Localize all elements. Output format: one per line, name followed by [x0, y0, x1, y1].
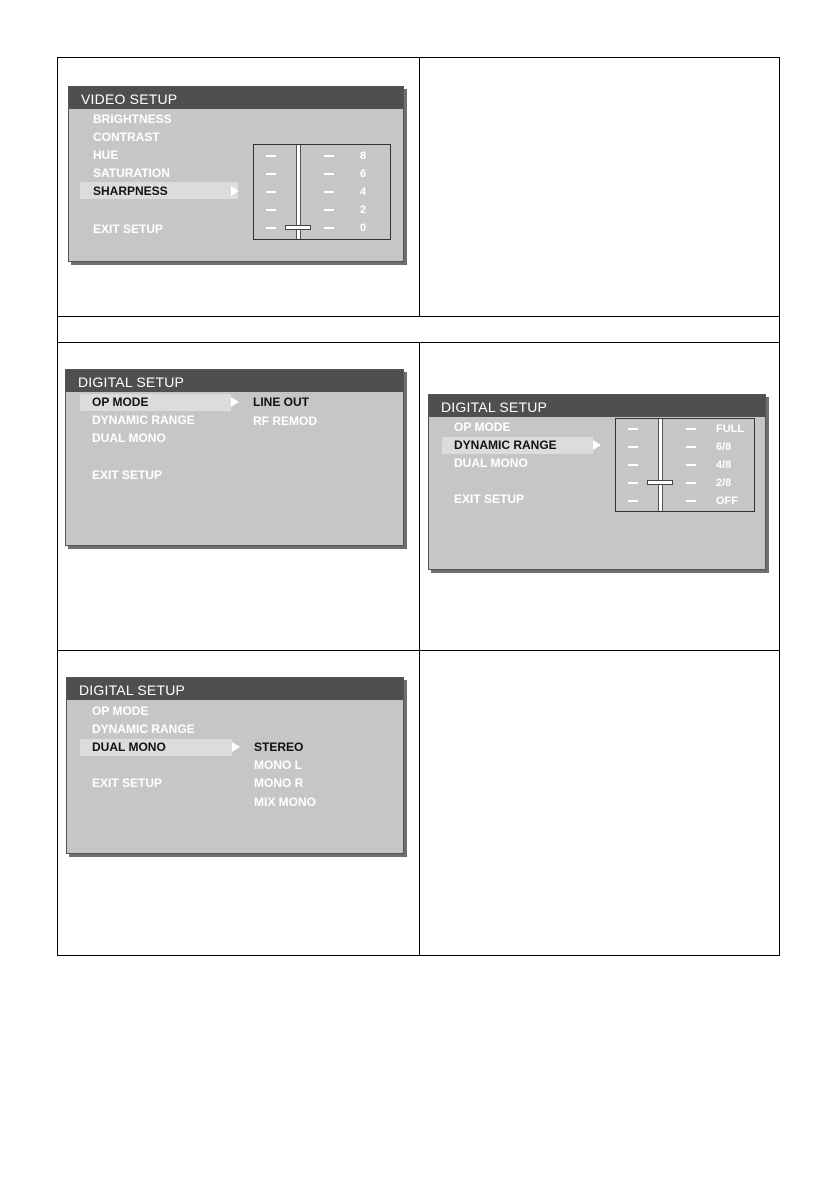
level-label: 4 — [360, 186, 367, 198]
option-stereo[interactable]: STEREO — [254, 740, 304, 754]
tick-mark — [686, 428, 696, 430]
menu-item-dual-mono[interactable]: DUAL MONO — [92, 740, 166, 754]
row-divider — [58, 316, 779, 317]
menu-item-saturation[interactable]: SATURATION — [93, 166, 170, 180]
level-label: 2 — [360, 204, 367, 216]
tick-mark — [324, 173, 334, 175]
tick-mark — [266, 227, 276, 229]
level-label: FULL — [716, 423, 745, 435]
level-label: OFF — [716, 495, 738, 507]
menu-item-dual-mono[interactable]: DUAL MONO — [92, 431, 166, 445]
slider-knob[interactable] — [285, 225, 311, 230]
video-setup-menu — [68, 86, 404, 262]
column-divider — [419, 58, 420, 316]
exit-setup-label[interactable]: EXIT SETUP — [93, 222, 164, 236]
menu-item-dynamic-range[interactable]: DYNAMIC RANGE — [92, 413, 195, 427]
tick-mark — [266, 209, 276, 211]
tick-mark — [266, 155, 276, 157]
option-rf-remod[interactable]: RF REMOD — [253, 414, 317, 428]
tick-mark — [324, 191, 334, 193]
tick-mark — [686, 482, 696, 484]
submenu-arrow-icon — [231, 186, 239, 196]
dynamic-range-slider[interactable] — [615, 418, 755, 512]
level-label: 8 — [360, 150, 367, 162]
menu-title: DIGITAL SETUP — [429, 395, 765, 417]
column-divider — [419, 342, 420, 956]
level-label: 6/8 — [716, 441, 732, 453]
menu-item-dual-mono[interactable]: DUAL MONO — [454, 456, 528, 470]
option-mono-l[interactable]: MONO L — [254, 758, 302, 772]
menu-item-op-mode[interactable]: OP MODE — [92, 704, 149, 718]
sharpness-slider[interactable] — [253, 144, 391, 240]
digital-setup-op-mode-menu — [65, 369, 404, 546]
menu-title: VIDEO SETUP — [69, 87, 403, 109]
digital-setup-dual-mono-menu — [66, 677, 404, 854]
option-line-out[interactable]: LINE OUT — [253, 395, 309, 409]
submenu-arrow-icon — [231, 397, 239, 407]
tick-mark — [324, 209, 334, 211]
menu-item-brightness[interactable]: BRIGHTNESS — [93, 112, 172, 126]
exit-setup-label[interactable]: EXIT SETUP — [92, 776, 163, 790]
tick-mark — [628, 464, 638, 466]
level-label: 4/8 — [716, 459, 732, 471]
level-label: 2/8 — [716, 477, 732, 489]
menu-item-sharpness[interactable]: SHARPNESS — [93, 184, 168, 198]
level-label: 0 — [360, 222, 367, 234]
tick-mark — [686, 500, 696, 502]
submenu-arrow-icon — [232, 742, 240, 752]
menu-item-dynamic-range[interactable]: DYNAMIC RANGE — [454, 438, 557, 452]
level-label: 6 — [360, 168, 367, 180]
option-mix-mono[interactable]: MIX MONO — [254, 795, 316, 809]
exit-setup-label[interactable]: EXIT SETUP — [92, 468, 163, 482]
tick-mark — [266, 191, 276, 193]
option-mono-r[interactable]: MONO R — [254, 776, 304, 790]
exit-setup-label[interactable]: EXIT SETUP — [454, 492, 525, 506]
tick-mark — [628, 428, 638, 430]
menu-item-hue[interactable]: HUE — [93, 148, 119, 162]
tick-mark — [324, 227, 334, 229]
menu-item-dynamic-range[interactable]: DYNAMIC RANGE — [92, 722, 195, 736]
submenu-arrow-icon — [593, 440, 601, 450]
tick-mark — [686, 446, 696, 448]
menu-title: DIGITAL SETUP — [66, 370, 403, 392]
slider-knob[interactable] — [647, 480, 673, 485]
menu-item-op-mode[interactable]: OP MODE — [92, 395, 149, 409]
menu-item-op-mode[interactable]: OP MODE — [454, 420, 511, 434]
tick-mark — [686, 464, 696, 466]
tick-mark — [628, 482, 638, 484]
tick-mark — [324, 155, 334, 157]
tick-mark — [628, 446, 638, 448]
tick-mark — [266, 173, 276, 175]
menu-title: DIGITAL SETUP — [67, 678, 403, 700]
menu-item-contrast[interactable]: CONTRAST — [93, 130, 160, 144]
digital-setup-dynamic-range-menu — [428, 394, 766, 570]
slider-track — [658, 419, 663, 511]
tick-mark — [628, 500, 638, 502]
